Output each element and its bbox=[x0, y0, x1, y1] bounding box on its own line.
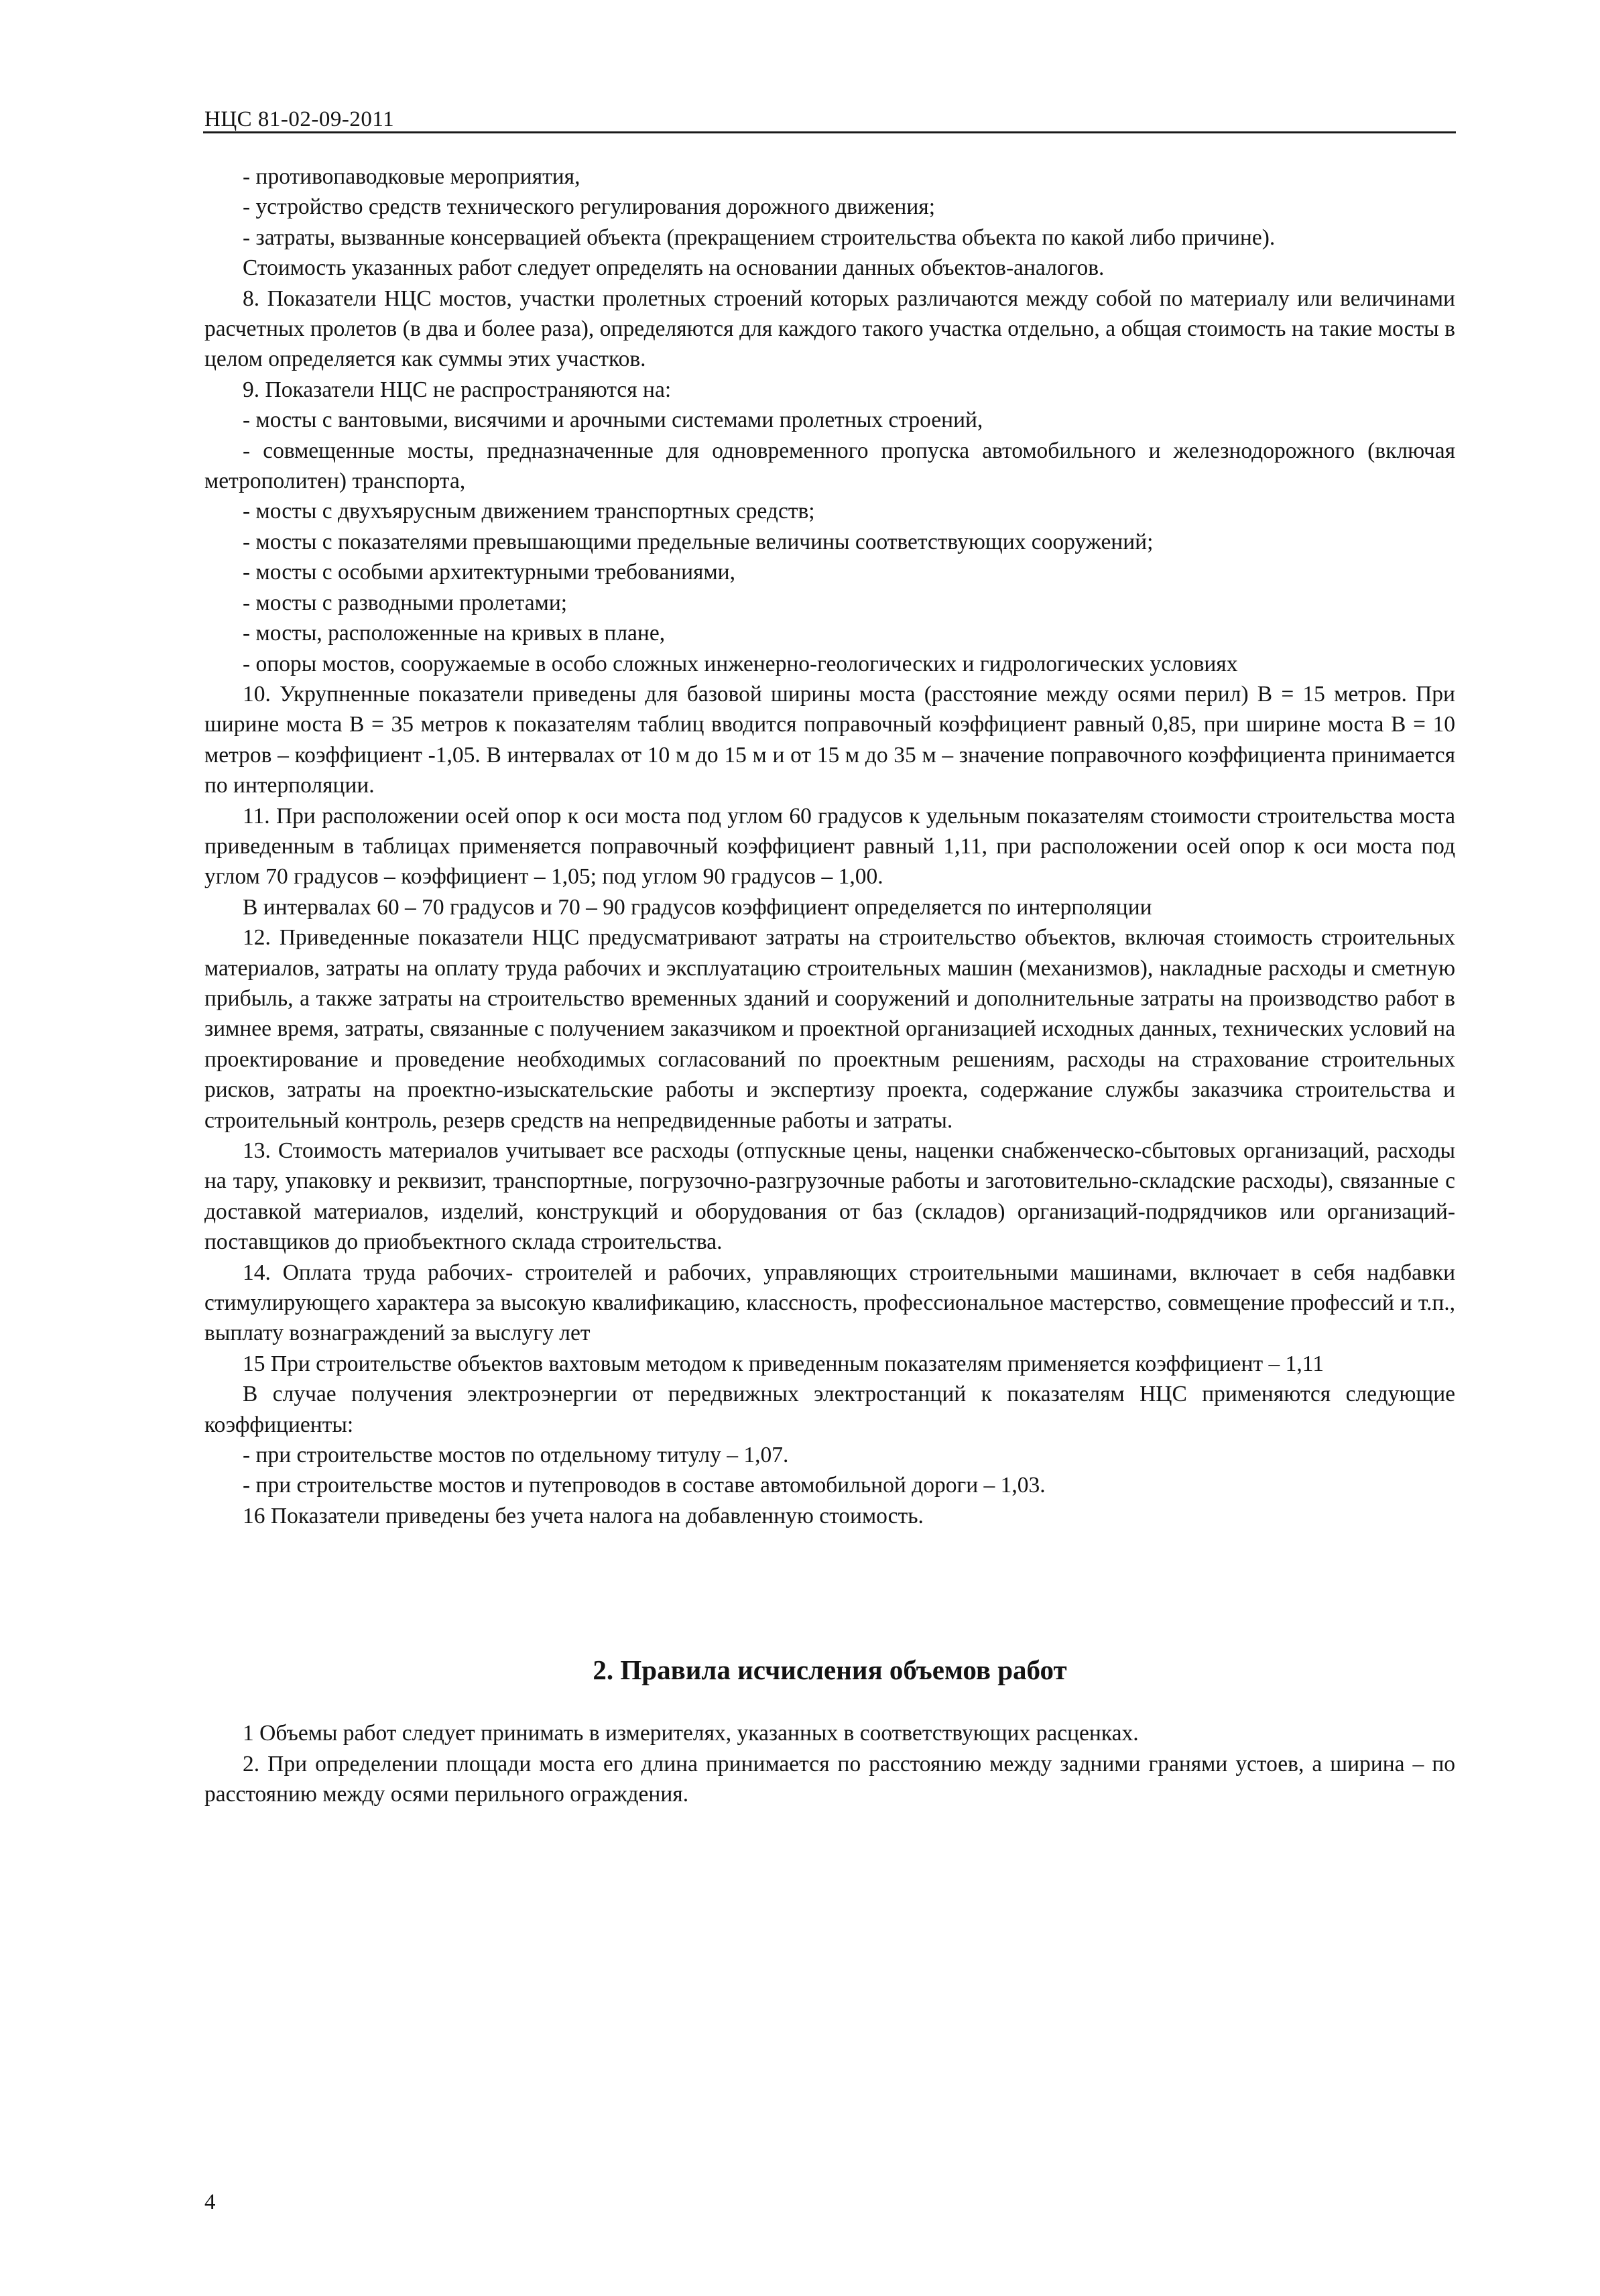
list-item: - совмещенные мосты, предназначенные для одновременного пропуска автомобильного и железнодорожного (включая метрополитен) транспорта, bbox=[204, 438, 1455, 494]
list-item: - мосты, расположенные на кривых в плане, bbox=[243, 621, 666, 646]
title-gap bbox=[204, 1688, 1455, 1718]
list-item: - при строительстве мостов и путепроводов в составе автомобильной дороги – 1,03. bbox=[243, 1473, 1046, 1498]
section-spacer bbox=[204, 1531, 1455, 1652]
list-item: - противопаводковые мероприятия, bbox=[243, 164, 580, 189]
list-item: - мосты с вантовыми, висячими и арочными системами пролетных строений, bbox=[243, 408, 983, 433]
list-item: - мосты с показателями превышающими предельные величины соответствующих сооружений; bbox=[243, 529, 1154, 554]
paragraph-12: 12. Приведенные показатели НЦС предусматривают затраты на строительство объектов, включая стоимость строительных материалов, затраты на оплату труда рабочих и эксплуатацию строительных машин (механизмов), накладные расходы и сметную прибыль, а также затраты на строительство временных зданий и сооружений и дополнительные затраты на производство работ в зимнее время, затраты, связанные с получением заказчиком и проектной организацией исходных данных, технических условий на проектирование и проведение необходимых согласований по проектным решениям, расходы на страхование строительных рисков, затраты на проектно-изыскательские работы и экспертизу проекта, содержание службы заказчика строительства и строительный контроль, резерв средств на непредвиденные работы и затраты. bbox=[204, 925, 1455, 1133]
list-item: - устройство средств технического регулирования дорожного движения; bbox=[243, 194, 936, 220]
section-paragraph-2: 2. При определении площади моста его длина принимается по расстоянию между задними гранями устоев, а ширина – по расстоянию между осями перильного ограждения. bbox=[204, 1751, 1455, 1807]
list-item: - мосты с особыми архитектурными требованиями, bbox=[243, 560, 735, 585]
paragraph-16: 16 Показатели приведены без учета налога на добавленную стоимость. bbox=[243, 1503, 924, 1528]
paragraph: В интервалах 60 – 70 градусов и 70 – 90 градусов коэффициент определяется по интерполяции bbox=[243, 894, 1152, 920]
paragraph-9: 9. Показатели НЦС не распространяются на: bbox=[243, 377, 672, 402]
page-number: 4 bbox=[204, 2190, 216, 2214]
section-paragraph-1: 1 Объемы работ следует принимать в измерителях, указанных в соответствующих расценках. bbox=[243, 1721, 1139, 1746]
list-item: - затраты, вызванные консервацией объекта (прекращением строительства объекта по какой либо причине). bbox=[243, 225, 1276, 250]
section-title: 2. Правила исчисления объемов работ bbox=[593, 1654, 1067, 1686]
running-header: НЦС 81-02-09-2011 bbox=[204, 107, 395, 131]
paragraph-11: 11. При расположении осей опор к оси моста под углом 60 градусов к удельным показателям стоимости строительства моста приведенным в таблицах применяется поправочный коэффициент равный 1,11, при расположении осей опор к оси моста под углом 70 градусов – коэффициент – 1,05; под углом 90 градусов – 1,00. bbox=[204, 803, 1455, 890]
header-divider bbox=[203, 131, 1456, 133]
paragraph: В случае получения электроэнергии от передвижных электростанций к показателям НЦС применяются следующие коэффициенты: bbox=[204, 1382, 1455, 1437]
paragraph-13: 13. Стоимость материалов учитывает все расходы (отпускные цены, наценки снабженческо-сбытовых организаций, расходы на тару, упаковку и реквизит, транспортные, погрузочно-разгрузочные работы и заготовительно-складские расходы), связанные с доставкой материалов, изделий, конструкций и оборудования от баз (складов) организаций-подрядчиков или организаций-поставщиков до приобъектного склада строительства. bbox=[204, 1138, 1455, 1255]
page-body bbox=[204, 162, 1455, 1810]
paragraph-14: 14. Оплата труда рабочих- строителей и рабочих, управляющих строительными машинами, включает в себя надбавки стимулирующего характера за высокую квалификацию, классность, профессиональное мастерство, совмещение профессий и т.п., выплату вознаграждений за выслугу лет bbox=[204, 1260, 1455, 1346]
list-item: - опоры мостов, сооружаемые в особо сложных инженерно-геологических и гидрологических условиях bbox=[243, 651, 1238, 676]
paragraph-15: 15 При строительстве объектов вахтовым методом к приведенным показателям применяется коэффициент – 1,11 bbox=[243, 1351, 1324, 1376]
paragraph: Стоимость указанных работ следует определять на основании данных объектов-аналогов. bbox=[243, 255, 1105, 281]
list-item: - при строительстве мостов по отдельному титулу – 1,07. bbox=[243, 1443, 789, 1468]
list-item: - мосты с разводными пролетами; bbox=[243, 590, 568, 615]
list-item: - мосты с двухъярусным движением транспортных средств; bbox=[243, 499, 815, 524]
paragraph-10: 10. Укрупненные показатели приведены для базовой ширины моста (расстояние между осями перил) В = 15 метров. При ширине моста В = 35 метров к показателям таблиц вводится поправочный коэффициент равный 0,85, при ширине моста В = 10 метров – коэффициент -1,05. В интервалах от 10 м до 15 м и от 15 м до 35 м – значение поправочного коэффициента принимается по интерполяции. bbox=[204, 681, 1455, 798]
paragraph-8: 8. Показатели НЦС мостов, участки пролетных строений которых различаются между собой по материалу или величинами расчетных пролетов (в два и более раза), определяются для каждого такого участка отдельно, а общая стоимость на такие мосты в целом определяется как суммы этих участков. bbox=[204, 286, 1455, 372]
